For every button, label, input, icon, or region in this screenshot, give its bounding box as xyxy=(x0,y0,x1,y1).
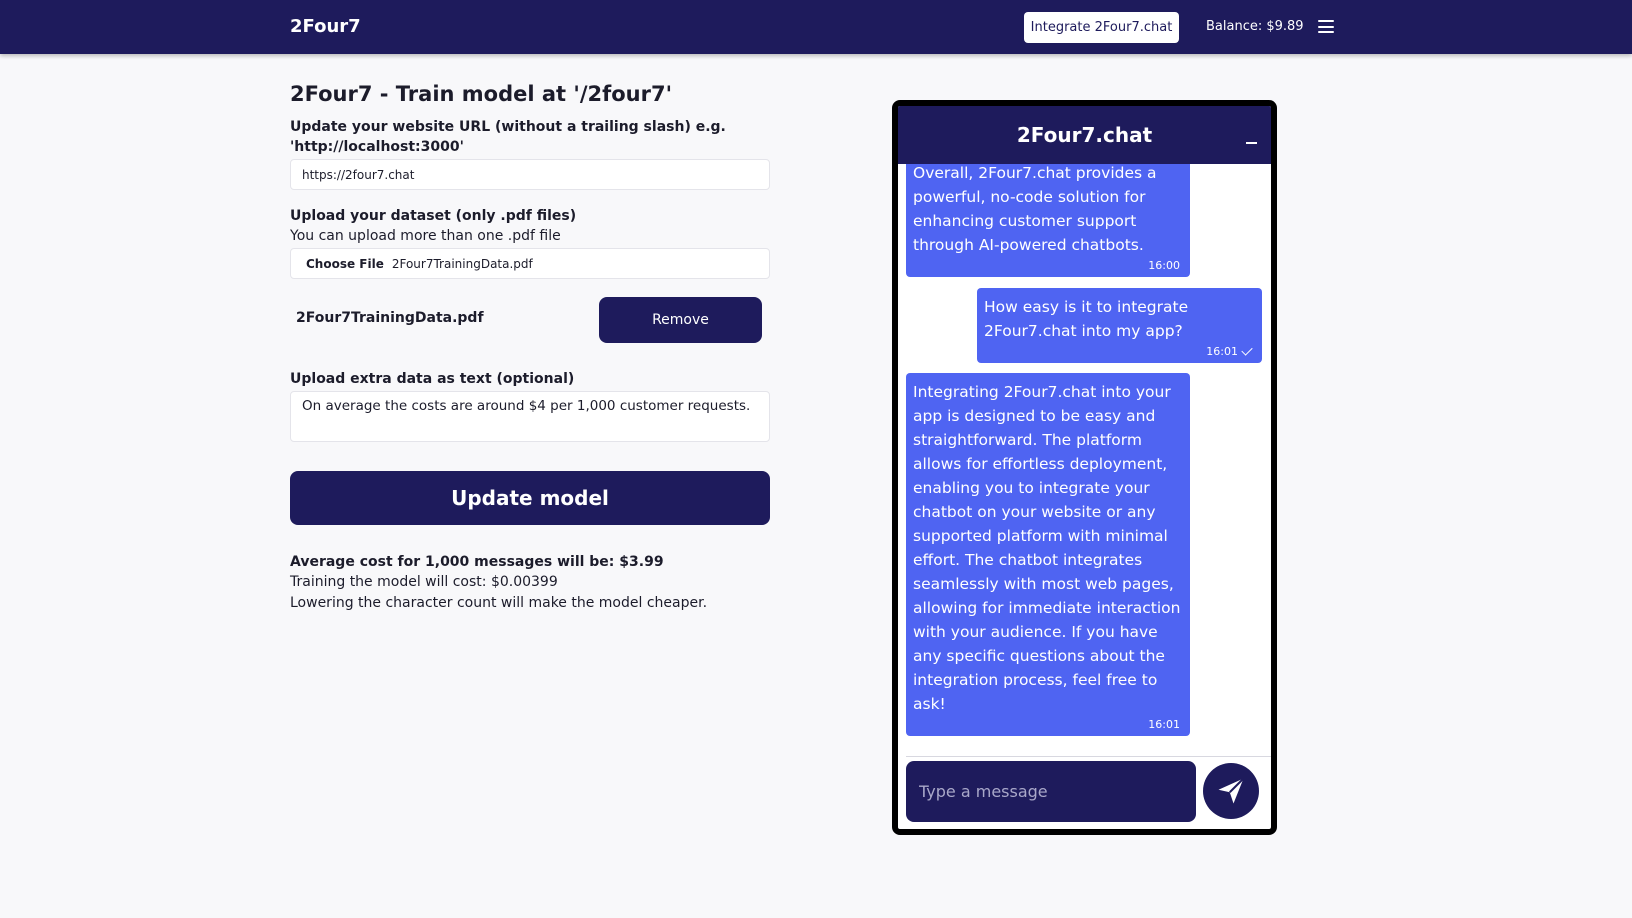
brand-logo[interactable]: 2Four7 xyxy=(290,16,361,37)
dataset-label: Upload your dataset (only .pdf files) xyxy=(290,208,577,224)
chosen-file-name: 2Four7TrainingData.pdf xyxy=(391,256,533,271)
paper-plane-icon xyxy=(1216,776,1246,806)
chat-widget xyxy=(892,100,1277,835)
message-text: How easy is it to integrate 2Four7.chat into my app? xyxy=(984,298,1189,340)
training-cost-text: Training the model will cost: $0.00399 xyxy=(290,574,558,590)
balance-display: Balance: $9.89 xyxy=(1206,19,1304,34)
integrate-button[interactable]: Integrate 2Four7.chat xyxy=(1024,12,1179,43)
page-title: 2Four7 - Train model at '/2four7' xyxy=(290,82,673,106)
extra-data-textarea[interactable] xyxy=(290,391,770,442)
message-text: Overall, 2Four7.chat provides a powerful, no-code solution for enhancing customer support through AI-powered chatbots. xyxy=(913,164,1157,254)
top-navbar xyxy=(0,0,1632,54)
user-message xyxy=(977,288,1262,363)
minimize-icon[interactable] xyxy=(1246,142,1257,144)
average-cost-text: Average cost for 1,000 messages will be: $3.99 xyxy=(290,554,664,570)
url-label: Update your website URL (without a trailing slash) e.g. 'http://localhost:3000' xyxy=(290,119,726,155)
extra-data-label: Upload extra data as text (optional) xyxy=(290,371,575,387)
dataset-hint: You can upload more than one .pdf file xyxy=(290,228,561,244)
update-model-button[interactable]: Update model xyxy=(290,471,770,525)
hamburger-menu-icon[interactable] xyxy=(1318,20,1334,33)
bot-message xyxy=(906,164,1190,277)
website-url-input[interactable] xyxy=(290,159,770,190)
bot-message xyxy=(906,373,1190,736)
choose-file-button[interactable]: Choose File xyxy=(306,256,384,271)
chat-messages[interactable] xyxy=(898,164,1271,756)
message-text: Integrating 2Four7.chat into your app is designed to be easy and straightforward. The platform allows for effortless deployment, enabling you to integrate your chatbot on your website or any supported platform with minimal effort. The chatbot integrates seamlessly with most web pages, allowing for immediate interaction with your audience. If you have any specific questions about the integration process, feel free to ask! xyxy=(913,383,1181,713)
message-time: 16:01 xyxy=(1148,718,1180,731)
dataset-file-input[interactable] xyxy=(290,248,770,279)
chat-header xyxy=(898,106,1271,164)
remove-file-button[interactable]: Remove xyxy=(599,297,762,343)
lowering-note-text: Lowering the character count will make the model cheaper. xyxy=(290,595,708,611)
chat-message-input[interactable] xyxy=(906,761,1196,822)
message-time-with-read-receipt: 16:01 xyxy=(1206,346,1252,358)
message-time: 16:00 xyxy=(1148,259,1180,272)
uploaded-file-name: 2Four7TrainingData.pdf xyxy=(296,310,484,326)
read-check-icon xyxy=(1241,344,1252,355)
chat-divider xyxy=(906,756,1271,757)
chat-title: 2Four7.chat xyxy=(1016,123,1153,147)
send-button[interactable] xyxy=(1203,763,1259,819)
